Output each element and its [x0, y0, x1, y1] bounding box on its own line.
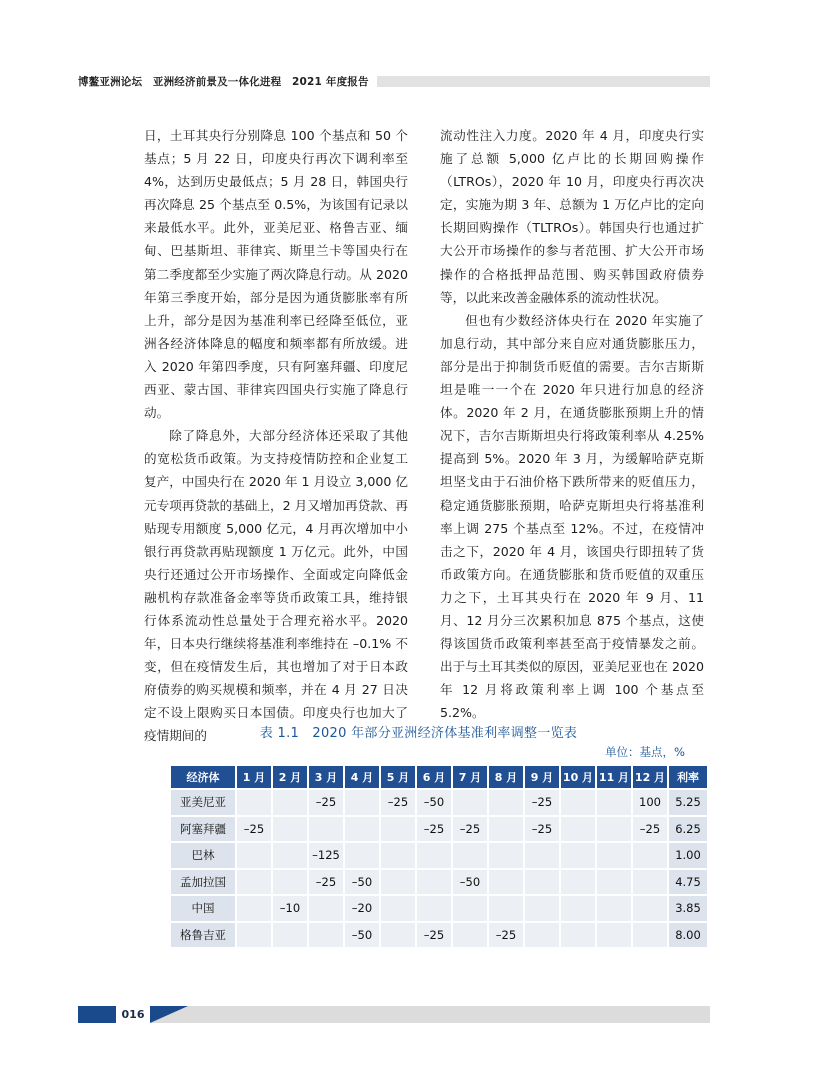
adjustment-cell: [489, 790, 523, 815]
adjustment-cell: [489, 817, 523, 842]
adjustment-cell: [597, 817, 631, 842]
adjustment-cell: [561, 896, 595, 921]
adjustment-cell: [561, 843, 595, 868]
rate-table: [169, 764, 709, 949]
running-header: [78, 72, 710, 90]
adjustment-cell: [453, 790, 487, 815]
left-column: [144, 124, 408, 748]
adjustment-cell: [309, 923, 343, 948]
adjustment-cell: [237, 790, 271, 815]
header-cell: 8 月: [489, 766, 523, 788]
rate-cell: 6.25: [669, 817, 707, 842]
header-cell: 5 月: [381, 766, 415, 788]
economy-name-cell: 巴林: [171, 843, 235, 868]
adjustment-cell: [309, 817, 343, 842]
adjustment-cell: [381, 923, 415, 948]
header-cell: 11 月: [597, 766, 631, 788]
table-row: [171, 896, 707, 921]
adjustment-cell: –25: [309, 870, 343, 895]
header-rule: [377, 76, 710, 87]
adjustment-cell: –50: [417, 790, 451, 815]
adjustment-cell: –50: [345, 923, 379, 948]
adjustment-cell: [417, 896, 451, 921]
adjustment-cell: –25: [309, 790, 343, 815]
adjustment-cell: [273, 790, 307, 815]
rate-cell: 4.75: [669, 870, 707, 895]
right-column: [440, 124, 704, 724]
adjustment-cell: [597, 790, 631, 815]
paragraph: 除了降息外，大部分经济体还采取了其他的宽松货币政策。为支持疫情防控和企业复工复产，中国央行在 2020 年 1 月设立 3,000 亿元专项再贷款的基础上，2 月又增加再贷款、再贴现专用额度 5,000 亿元，4 月再次增加中小银行再贷款再贴现额度 1 万亿元。此外，中国央行还通过公开市场操作、全面或定向降低金融机构存款准备金率等货币政策工具，维持银行体系流动性总量处于合理充裕水平。2020 年，日本央行继续将基准利率维持在 –0.1% 不变，但在疫情发生后，其也增加了对于日本政府债券的购买规模和频率，并在 4 月 27 日决定不设上限购买日本国债。印度央行也加大了疫情期间的: [144, 428, 408, 744]
adjustment-cell: [561, 790, 595, 815]
adjustment-cell: [345, 843, 379, 868]
adjustment-cell: –125: [309, 843, 343, 868]
adjustment-cell: [237, 870, 271, 895]
economy-name-cell: 阿塞拜疆: [171, 817, 235, 842]
rate-table-container: [169, 764, 709, 949]
adjustment-cell: [309, 896, 343, 921]
adjustment-cell: [489, 843, 523, 868]
adjustment-cell: [381, 870, 415, 895]
rate-cell: 3.85: [669, 896, 707, 921]
economy-name-cell: 中国: [171, 896, 235, 921]
adjustment-cell: [273, 870, 307, 895]
table-header-row: [171, 766, 707, 788]
footer-accent-bar: [78, 1006, 116, 1023]
table-unit: 单位：基点，%: [605, 745, 685, 759]
adjustment-cell: –25: [237, 817, 271, 842]
header-cell: 3 月: [309, 766, 343, 788]
adjustment-cell: [453, 896, 487, 921]
header-cell: 1 月: [237, 766, 271, 788]
table-body: [171, 790, 707, 947]
adjustment-cell: [525, 843, 559, 868]
adjustment-cell: [381, 896, 415, 921]
rate-cell: 8.00: [669, 923, 707, 948]
adjustment-cell: [381, 843, 415, 868]
footer-wedge: [150, 1006, 188, 1023]
header-cell: 10 月: [561, 766, 595, 788]
adjustment-cell: [237, 843, 271, 868]
adjustment-cell: [345, 817, 379, 842]
header-cell: 12 月: [633, 766, 667, 788]
paragraph: 日，土耳其央行分别降息 100 个基点和 50 个基点；5 月 22 日，印度央行再次下调利率至 4%，达到历史最低点；5 月 28 日，韩国央行再次降息 25 个基点至 0.5%，为该国有记录以来最低水平。此外，亚美尼亚、格鲁吉亚、缅甸、巴基斯坦、菲律宾、斯里兰卡等国央行在第二季度都至少实施了两次降息行动。从 2020 年第三季度开始，部分是因为通货膨胀率有所上升，部分是因为基准利率已经降至低位，亚洲各经济体降息的幅度和频率都有所放缓。进入 2020 年第四季度，只有阿塞拜疆、印度尼西亚、蒙古国、菲律宾四国央行实施了降息行动。: [144, 128, 408, 421]
adjustment-cell: –25: [417, 923, 451, 948]
adjustment-cell: –25: [489, 923, 523, 948]
adjustment-cell: –25: [525, 817, 559, 842]
rate-cell: 1.00: [669, 843, 707, 868]
adjustment-cell: [597, 896, 631, 921]
paragraph: 但也有少数经济体央行在 2020 年实施了加息行动，其中部分来自应对通货膨胀压力，部分是出于抑制货币贬值的需要。吉尔吉斯斯坦是唯一一个在 2020 年只进行加息的经济体。2020 年 2 月，在通货膨胀预期上升的情况下，吉尔吉斯斯坦央行将政策利率从 4.25% 提高到 5%。2020 年 3 月，为缓解哈萨克斯坦坚戈由于石油价格下跌所带来的贬值压力，稳定通货膨胀预期，哈萨克斯坦央行将基准利率上调 275 个基点至 12%。不过，在疫情冲击之下，2020 年 4 月，该国央行即扭转了货币政策方向。在通货膨胀和货币贬值的双重压力之下，土耳其央行在 2020 年 9 月、11 月、12 月分三次累积加息 875 个基点，这使得该国货币政策利率甚至高于疫情暴发之前。出于与土耳其类似的原因，亚美尼亚也在 2020 年 12 月将政策利率上调 100 个基点至 5.2%。: [440, 312, 704, 721]
adjustment-cell: [525, 870, 559, 895]
adjustment-cell: –10: [273, 896, 307, 921]
page-number: 016: [116, 1006, 150, 1023]
adjustment-cell: [273, 923, 307, 948]
adjustment-cell: [417, 843, 451, 868]
adjustment-cell: –20: [345, 896, 379, 921]
adjustment-cell: [489, 896, 523, 921]
adjustment-cell: [345, 790, 379, 815]
adjustment-cell: –25: [453, 817, 487, 842]
adjustment-cell: 100: [633, 790, 667, 815]
adjustment-cell: –50: [453, 870, 487, 895]
paragraph: 流动性注入力度。2020 年 4 月，印度央行实施了总额 5,000 亿卢比的长期回购操作（LTROs），2020 年 10 月，印度央行再次决定，实施为期 3 年、总额为 1 万亿卢比的定向长期回购操作（TLTROs）。韩国央行也通过扩大公开市场操作的参与者范围、扩大公开市场操作的合格抵押品范围、购买韩国政府债券等，以此来改善金融体系的流动性状况。: [440, 128, 704, 305]
economy-name-cell: 孟加拉国: [171, 870, 235, 895]
adjustment-cell: [633, 870, 667, 895]
adjustment-cell: [237, 923, 271, 948]
rate-cell: 5.25: [669, 790, 707, 815]
adjustment-cell: [561, 923, 595, 948]
table-row: [171, 790, 707, 815]
adjustment-cell: [489, 870, 523, 895]
economy-name-cell: 亚美尼亚: [171, 790, 235, 815]
adjustment-cell: [273, 817, 307, 842]
adjustment-cell: [633, 843, 667, 868]
adjustment-cell: [597, 923, 631, 948]
adjustment-cell: –50: [345, 870, 379, 895]
header-cell: 2 月: [273, 766, 307, 788]
adjustment-cell: –25: [633, 817, 667, 842]
adjustment-cell: [561, 817, 595, 842]
adjustment-cell: [453, 923, 487, 948]
table-row: [171, 817, 707, 842]
header-cell: 4 月: [345, 766, 379, 788]
adjustment-cell: [633, 896, 667, 921]
header-cell: 经济体: [171, 766, 235, 788]
adjustment-cell: [597, 843, 631, 868]
table-row: [171, 923, 707, 948]
header-cell: 利率: [669, 766, 707, 788]
adjustment-cell: –25: [381, 790, 415, 815]
footer-rule: [150, 1006, 710, 1023]
adjustment-cell: –25: [417, 817, 451, 842]
adjustment-cell: [381, 817, 415, 842]
table-title: 表 1.1 2020 年部分亚洲经济体基准利率调整一览表: [259, 726, 578, 741]
adjustment-cell: [561, 870, 595, 895]
adjustment-cell: [273, 843, 307, 868]
header-cell: 9 月: [525, 766, 559, 788]
adjustment-cell: [453, 843, 487, 868]
adjustment-cell: [525, 896, 559, 921]
adjustment-cell: –25: [525, 790, 559, 815]
adjustment-cell: [633, 923, 667, 948]
economy-name-cell: 格鲁吉亚: [171, 923, 235, 948]
adjustment-cell: [525, 923, 559, 948]
table-row: [171, 870, 707, 895]
adjustment-cell: [237, 896, 271, 921]
adjustment-cell: [597, 870, 631, 895]
table-row: [171, 843, 707, 868]
header-cell: 6 月: [417, 766, 451, 788]
header-cell: 7 月: [453, 766, 487, 788]
header-title: 博鳌亚洲论坛 亚洲经济前景及一体化进程 2021 年度报告: [78, 75, 369, 88]
footer: [78, 1006, 710, 1023]
adjustment-cell: [417, 870, 451, 895]
